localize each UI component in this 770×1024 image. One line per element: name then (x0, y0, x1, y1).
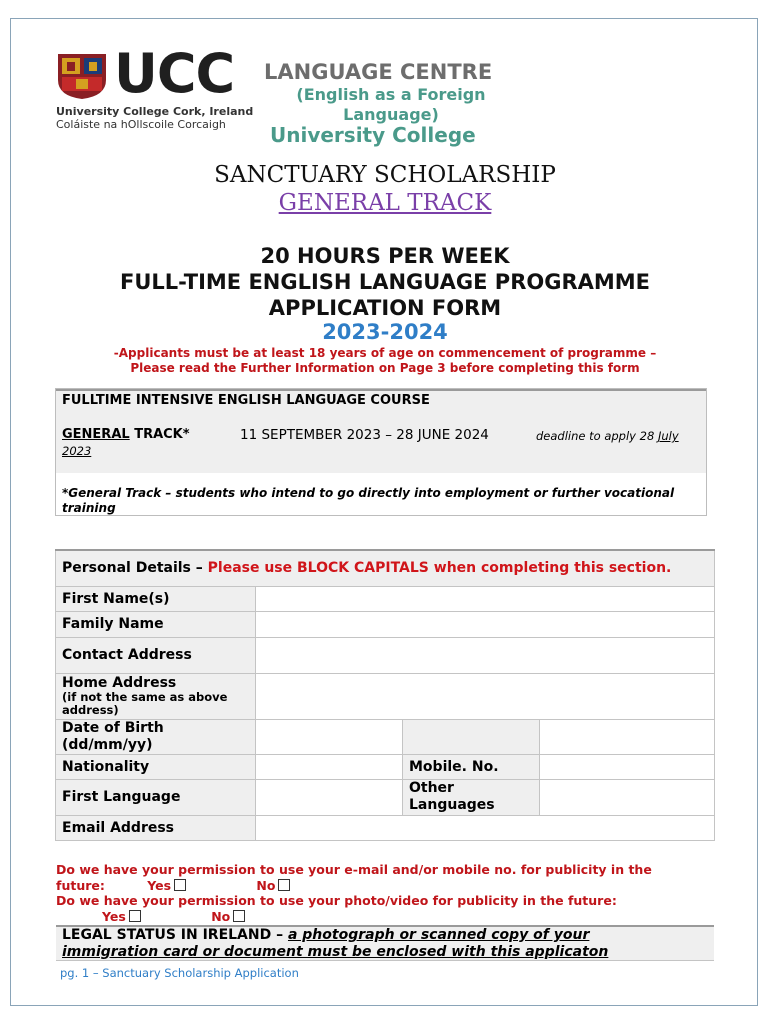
contact-address-label: Contact Address (56, 637, 256, 673)
other-languages-field[interactable] (540, 779, 715, 815)
further-info-note: Please read the Further Information on Page 3 before completing this form (130, 361, 640, 375)
course-deadline-year: 2023 (62, 444, 92, 458)
form-title-application: APPLICATION FORM (268, 296, 502, 320)
age-requirement-note: -Applicants must be at least 18 years of age on commencement of programme – (113, 346, 657, 360)
personal-details-heading: Personal Details – Please use BLOCK CAPITALS when completing this section. (56, 550, 715, 586)
course-info-top (56, 389, 706, 473)
family-name-label: Family Name (56, 611, 256, 637)
legal-status-heading: LEGAL STATUS IN IRELAND – (62, 927, 288, 943)
form-title-track: GENERAL TRACK (278, 190, 492, 216)
language-centre-subtitle: (English as a Foreign Language) (296, 85, 486, 124)
dob-extra-cell (403, 719, 540, 754)
personal-details-table (55, 549, 715, 841)
permission-photo-no-checkbox[interactable] (233, 910, 245, 922)
home-address-field[interactable] (256, 673, 715, 719)
first-language-field[interactable] (256, 779, 403, 815)
form-title-scholarship: SANCTUARY SCHOLARSHIP (214, 162, 556, 188)
course-track-name: GENERAL TRACK* (62, 427, 190, 442)
mobile-label: Mobile. No. (403, 754, 540, 779)
ucc-crest-logo (56, 52, 108, 100)
permission-photo-question: Do we have your permission to use your photo/video for publicity in the future: (56, 893, 617, 908)
course-info-box (55, 388, 707, 516)
clipped-header-text: University College (270, 123, 476, 147)
nationality-field[interactable] (256, 754, 403, 779)
email-field[interactable] (256, 815, 715, 840)
permission-contact-options: future: Yes No (56, 878, 290, 893)
permission-contact-question: Do we have your permission to use your e-mail and/or mobile no. for publicity in the (56, 862, 652, 877)
dob-label: Date of Birth (dd/mm/yy) (56, 719, 256, 754)
family-name-field[interactable] (256, 611, 715, 637)
language-centre-title: LANGUAGE CENTRE (264, 60, 493, 84)
contact-address-field[interactable] (256, 637, 715, 673)
permission-contact-yes-checkbox[interactable] (174, 879, 186, 891)
legal-status-section (56, 925, 714, 961)
first-language-label: First Language (56, 779, 256, 815)
permission-photo-options: Yes No (102, 909, 245, 924)
mobile-field[interactable] (540, 754, 715, 779)
form-title-hours: 20 HOURS PER WEEK (260, 244, 510, 268)
other-languages-label: Other Languages (403, 779, 540, 815)
email-label: Email Address (56, 815, 256, 840)
course-track-note: *General Track – students who intend to go directly into employment or further vocational training (62, 486, 675, 515)
course-deadline: deadline to apply 28 July (536, 429, 679, 443)
permission-photo-yes-checkbox[interactable] (129, 910, 141, 922)
course-heading: FULLTIME INTENSIVE ENGLISH LANGUAGE COURSE (62, 393, 430, 408)
nationality-label: Nationality (56, 754, 256, 779)
first-name-label: First Name(s) (56, 586, 256, 611)
dob-extra-field[interactable] (540, 719, 715, 754)
legal-status-text-1: a photograph or scanned copy of your (287, 927, 590, 943)
form-year: 2023-2024 (322, 320, 448, 344)
home-address-label: Home Address (if not the same as above address) (56, 673, 256, 719)
form-title-programme: FULL-TIME ENGLISH LANGUAGE PROGRAMME (119, 270, 651, 294)
course-dates: 11 SEPTEMBER 2023 – 28 JUNE 2024 (240, 427, 489, 443)
ucc-name-ga: Coláiste na hOllscoile Corcaigh (56, 118, 226, 131)
dob-field[interactable] (256, 719, 403, 754)
first-name-field[interactable] (256, 586, 715, 611)
permission-contact-no-checkbox[interactable] (278, 879, 290, 891)
ucc-wordmark: UCC (114, 42, 235, 105)
ucc-name-en: University College Cork, Ireland (56, 105, 254, 118)
legal-status-text-2: immigration card or document must be enclosed with this applicaton (62, 944, 609, 960)
page-footer: pg. 1 – Sanctuary Scholarship Application (60, 966, 299, 980)
